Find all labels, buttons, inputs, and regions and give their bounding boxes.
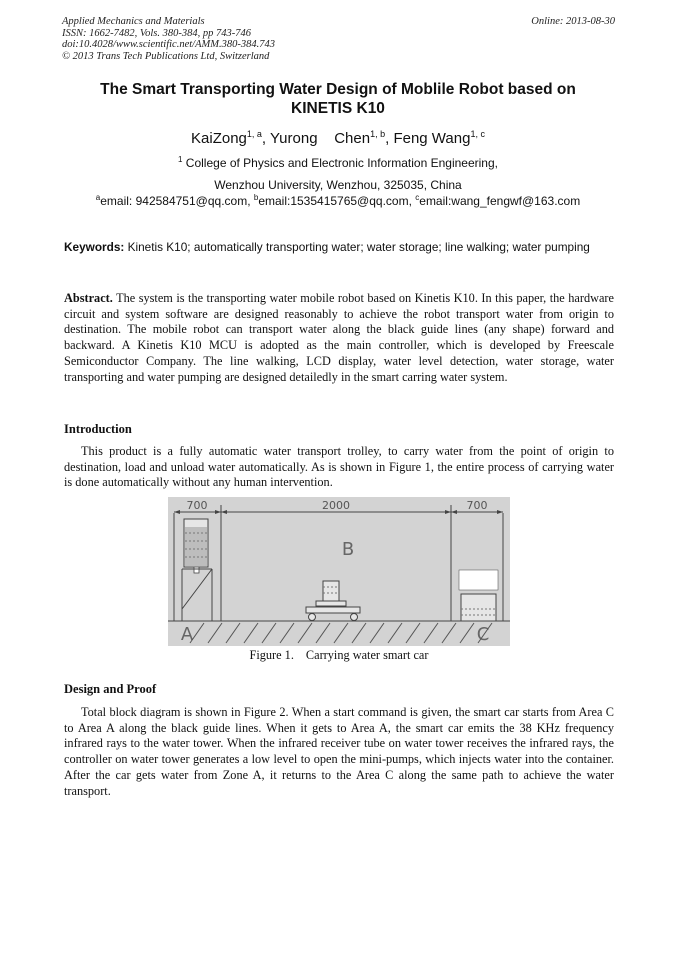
affiliation-line-1 [62,155,614,170]
title-line-2: KINETIS K10 [291,100,385,117]
email-sup: c [415,193,420,202]
figure-caption-text: Carrying water smart car [305,648,429,662]
keywords-text: Kinetis K10; automatically transporting water; water storage; line walking; water pumping [124,240,590,254]
figure-background [168,497,510,646]
keywords [64,240,614,255]
abstract-label: Abstract. [64,291,113,305]
journal-name: Applied Mechanics and Materials [62,16,205,27]
email-text: email:wang_fengwf@163.com [419,194,581,208]
keywords-label: Keywords: [64,240,125,254]
zone-c-label: C [476,624,490,645]
zone-a-label: A [180,624,194,645]
zone-b-label: B [341,539,355,560]
dimension-label-right: 700 [466,499,488,512]
doi-line: doi:10.4028/www.scientific.net/AMM.380-384.743 [62,39,275,50]
figure-1-diagram [168,497,510,646]
zone-c-container [461,594,496,621]
author-name: Feng Wang [393,130,471,147]
car-wheel [351,614,358,621]
author-sup: 1, c [470,129,485,139]
affiliation-text: College of Physics and Electronic Information Engineering, [182,156,498,170]
design-text: Total block diagram is shown in Figure 2. When a start command is given, the smart car starts from Area C to Area A along the black guide lines. When it gets to Area A, the smart car emits the 38 KHz frequency infrared rays to the water tower. When the infrared receiver tube on water tower receives the infrared rays, the controller on water tower generates a low level to open the mini-pumps, which injects water into the container. After the car gets water from Zone A, it returns to the Area C along the same path to achieve the water transport. [64,705,614,798]
author-sup: 1, a [246,129,262,139]
author-sep: , [385,130,394,147]
figure-1-caption [168,648,510,663]
affiliation-sup: 1 [178,155,183,164]
email-sup: a [95,193,101,202]
email-sup: b [253,193,259,202]
email-line [62,193,614,208]
design-heading: Design and Proof [64,682,157,696]
car-water-container [323,581,339,601]
online-date: Online: 2013-08-30 [531,16,615,27]
car-chassis [306,607,360,613]
abstract-text: The system is the transporting water mobile robot based on Kinetis K10. In this paper, the hardware circuit and system software are designed reasonably to achieve the robot transport water from origin to destination. The mobile robot can transport water along the black guide lines (any shape) forward and backward. A Kinetis K10 MCU is adopted as the main controller, which is developed by Freescale Semiconductor Company. The line walking, LCD display, water level detection, water storage, water transporting and water pumping are designed detailedly in the smart carring water system. [64,291,614,384]
introduction-text: This product is a fully automatic water transport trolley, to carry water from the point of origin to destination, load and unload water automatically. As is shown in Figure 1, the entire process of carrying water is done automatically without any human intervention. [64,444,614,490]
zone-c-sign [459,570,498,590]
dimension-label-middle: 2000 [322,499,350,512]
email-text: email: 942584751@qq.com, [100,194,254,208]
paper-title [62,80,614,118]
copyright-line: © 2013 Trans Tech Publications Ltd, Switzerland [62,50,270,62]
issn-line: ISSN: 1662-7482, Vols. 380-384, pp 743-746 [62,27,251,39]
affiliation-line-2: Wenzhou University, Wenzhou, 325035, China [214,178,462,192]
dimension-label-left: 700 [186,499,208,512]
car-platform [316,601,346,606]
title-line-1: The Smart Transporting Water Design of Moblile Robot based on [100,81,576,98]
author-sep: , [261,130,270,147]
car-wheel [309,614,316,621]
author-name: Yurong Chen [270,130,371,147]
author-name: KaiZong [191,130,247,147]
author-sup: 1, b [370,129,386,139]
journal-header [62,16,275,62]
figure-label: Figure 1. [249,648,294,662]
water-tap [194,567,199,573]
abstract [64,291,614,385]
email-text: email:1535415765@qq.com, [258,194,416,208]
author-list [62,129,614,147]
water-tower-water [185,527,207,566]
introduction-heading: Introduction [64,422,132,436]
